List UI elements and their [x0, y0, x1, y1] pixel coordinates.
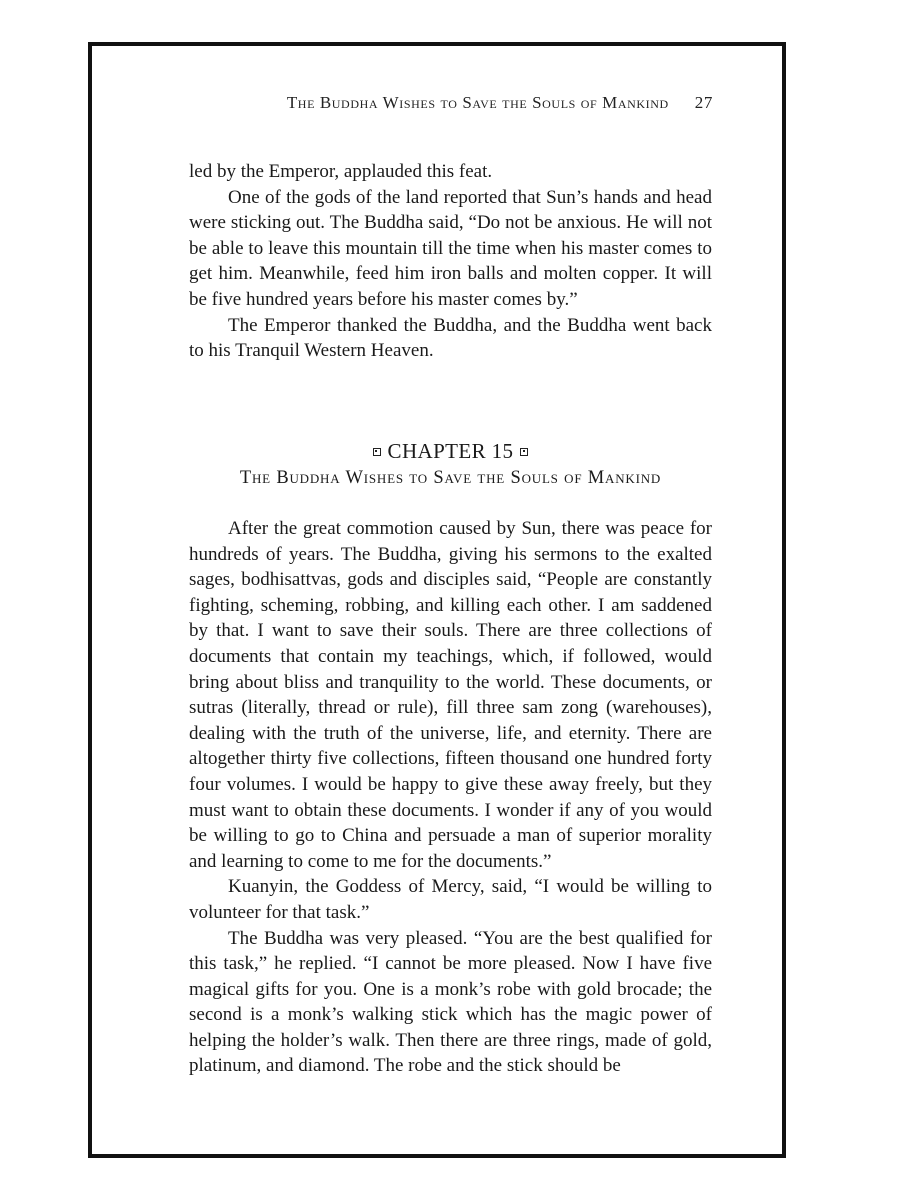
square-dot-ornament-icon — [520, 448, 528, 456]
chapter-heading — [189, 439, 712, 489]
paragraph: The Buddha was very pleased. “You are the best qualified for this task,” he replied. “I cannot be more pleased. Now I have five magical gifts for you. One is a monk’s robe with gold brocade; the second is a monk’s walking stick which has the magic power of helping the holder’s walk. Then there are three rings, made of gold, platinum, and diamond. The robe and the stick should be — [189, 927, 712, 1077]
paragraph: The Emperor thanked the Buddha, and the Buddha went back to his Tranquil Western Heaven. — [189, 314, 712, 362]
chapter-number: CHAPTER 15 — [387, 439, 514, 463]
running-head — [190, 93, 713, 113]
paragraph: Kuanyin, the Goddess of Mercy, said, “I would be willing to volunteer for that task.” — [189, 876, 712, 923]
paragraph: led by the Emperor, applauded this feat. — [189, 161, 493, 182]
page-frame — [88, 42, 786, 1158]
running-head-title: The Buddha Wishes to Save the Souls of Mankind — [286, 93, 669, 112]
square-dot-ornament-icon — [373, 448, 381, 456]
page-number: 27 — [694, 93, 713, 112]
chapter-title: The Buddha Wishes to Save the Souls of Mankind — [239, 468, 662, 488]
chapter-number-line — [189, 439, 712, 464]
chapter-text — [189, 516, 712, 1079]
opening-text — [189, 159, 712, 364]
paragraph: One of the gods of the land reported that Sun’s hands and head were sticking out. The Buddha said, “Do not be anxious. He will not be able to leave this mountain till the time when his master comes to get him. Meanwhile, feed him iron balls and molten copper. It will be five hundred years before his master comes by.” — [189, 186, 712, 310]
paragraph: After the great commotion caused by Sun, there was peace for hundreds of years. The Buddha, giving his sermons to the exalted sages, bodhisattvas, gods and disciples said, “People are constantly fighting, scheming, robbing, and killing each other. I am saddened by that. I want to save their souls. There are three collections of documents that contain my teachings, which, if followed, would bring about bliss and tranquility to the world. These documents, or sutras (literally, thread or rule), fill three sam zong (warehouses), dealing with the truth of the universe, life, and eternity. There are altogether thirty five collections, fifteen thousand one hundred forty four volumes. I would be happy to give these away freely, but they must want to obtain these documents. I wonder if any of you would be willing to go to China and persuade a man of superior morality and learning to come to me for the documents.” — [189, 518, 712, 872]
